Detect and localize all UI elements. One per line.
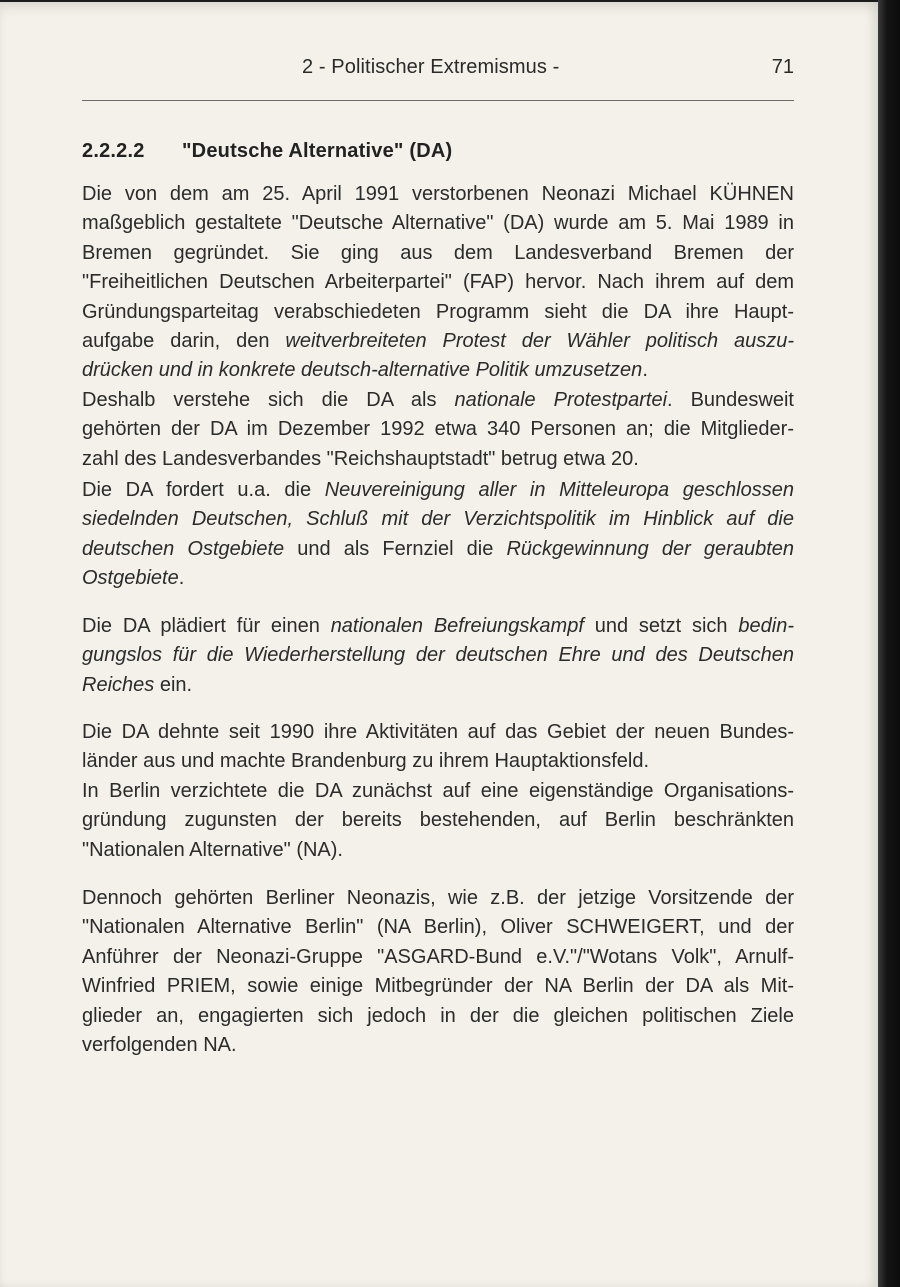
emphasis-run: weitverbreiteten Protest der Wähler politisch auszu- <box>285 330 794 353</box>
text-line <box>82 612 794 641</box>
emphasis-run: drücken und in konkrete deutsch-alternative Politik umzusetzen <box>82 359 643 382</box>
section-heading <box>82 140 452 163</box>
text-line: Anführer der Neonazi-Gruppe "ASGARD-Bund e.V."/"Wotans Volk", Arnulf- <box>82 945 794 968</box>
emphasis-run: nationalen Befreiungskampf <box>330 615 584 637</box>
section-title: "Deutsche Alternative" (DA) <box>182 140 453 162</box>
text-line: gründung zugunsten der bereits bestehenden, auf Berlin beschränkten <box>82 809 794 832</box>
text-line <box>82 327 794 356</box>
text-line: "Nationalen Alternative" (NA). <box>82 838 343 861</box>
header-title: 2 - Politischer Extremismus - <box>302 56 560 78</box>
text-line: maßgeblich gestaltete "Deutsche Alternative" (DA) wurde am 5. Mai 1989 in <box>82 212 794 235</box>
paragraph-2 <box>82 476 794 594</box>
text-run: und setzt sich <box>583 615 739 637</box>
page-number: 71 <box>771 56 794 78</box>
paragraph-3 <box>82 612 794 700</box>
binding-edge <box>878 0 900 1287</box>
text-line <box>82 641 794 670</box>
emphasis-run: Reiches <box>82 673 155 696</box>
emphasis-run: gungslos für die Wiederherstellung der deutschen Ehre und des Deutschen <box>82 644 794 667</box>
emphasis-run: Ostgebiete <box>82 567 179 590</box>
text-line <box>82 671 794 700</box>
text-line <box>82 386 794 415</box>
text-line: "Freiheitlichen Deutschen Arbeiterpartei" (FAP) hervor. Nach ihrem auf dem <box>82 271 794 294</box>
text-line: verfolgenden NA. <box>82 1034 237 1057</box>
emphasis-run: Rückgewinnung der geraubten <box>506 537 794 560</box>
document-page <box>0 2 878 1287</box>
running-header <box>82 52 794 101</box>
text-run: und als Fernziel die <box>284 537 507 560</box>
paragraph-1 <box>82 180 794 474</box>
text-line: gehörten der DA im Dezember 1992 etwa 340 Personen an; die Mitglieder- <box>82 418 794 441</box>
text-run: . <box>642 359 648 382</box>
emphasis-run: bedin- <box>738 615 794 637</box>
text-run: Die DA fordert u.a. die <box>82 479 325 501</box>
text-line: Die DA dehnte seit 1990 ihre Aktivitäten auf das Gebiet der neuen Bundes- <box>82 721 794 743</box>
text-line <box>82 535 794 564</box>
text-line <box>82 476 794 505</box>
text-line: In Berlin verzichtete die DA zunächst auf eine eigenständige Organisations- <box>82 779 794 802</box>
text-line <box>82 505 794 534</box>
emphasis-run: deutschen Ostgebiete <box>82 537 285 560</box>
text-line: Dennoch gehörten Berliner Neonazis, wie z.B. der jetzige Vorsitzende der <box>82 887 794 909</box>
text-line: Bremen gegründet. Sie ging aus dem Landesverband Bremen der <box>82 241 794 264</box>
text-run: ein. <box>154 673 193 696</box>
emphasis-run: Neuvereinigung aller in Mitteleuropa geschlossen <box>324 479 794 501</box>
text-run: Die DA plädiert für einen <box>82 615 331 637</box>
text-line: zahl des Landesverbandes "Reichshauptstadt" betrug etwa 20. <box>82 447 639 470</box>
text-line: glieder an, engagierten sich jedoch in der die gleichen politischen Ziele <box>82 1004 794 1027</box>
text-line: "Nationalen Alternative Berlin" (NA Berlin), Oliver SCHWEIGERT, und der <box>82 916 794 939</box>
emphasis-run: siedelnden Deutschen, Schluß mit der Verzichtspolitik im Hinblick auf die <box>82 508 794 531</box>
text-run: Deshalb verstehe sich die DA als <box>82 388 455 411</box>
text-line: länder aus und machte Brandenburg zu ihrem Hauptaktionsfeld. <box>82 750 650 773</box>
text-line: Die von dem am 25. April 1991 verstorbenen Neonazi Michael KÜHNEN <box>82 183 794 205</box>
section-number: 2.2.2.2 <box>82 140 145 162</box>
paragraph-4 <box>82 718 794 865</box>
text-run: . <box>178 567 185 590</box>
emphasis-run: nationale Protestpartei <box>454 388 668 411</box>
text-line <box>82 564 794 593</box>
text-run: . Bundesweit <box>667 388 794 411</box>
text-line <box>82 356 794 385</box>
paragraph-5 <box>82 884 794 1060</box>
text-run: aufgabe darin, den <box>82 330 286 353</box>
text-line: Gründungsparteitag verabschiedeten Programm sieht die DA ihre Haupt- <box>82 300 794 323</box>
text-line: Winfried PRIEM, sowie einige Mitbegründer der NA Berlin der DA als Mit- <box>82 975 794 998</box>
